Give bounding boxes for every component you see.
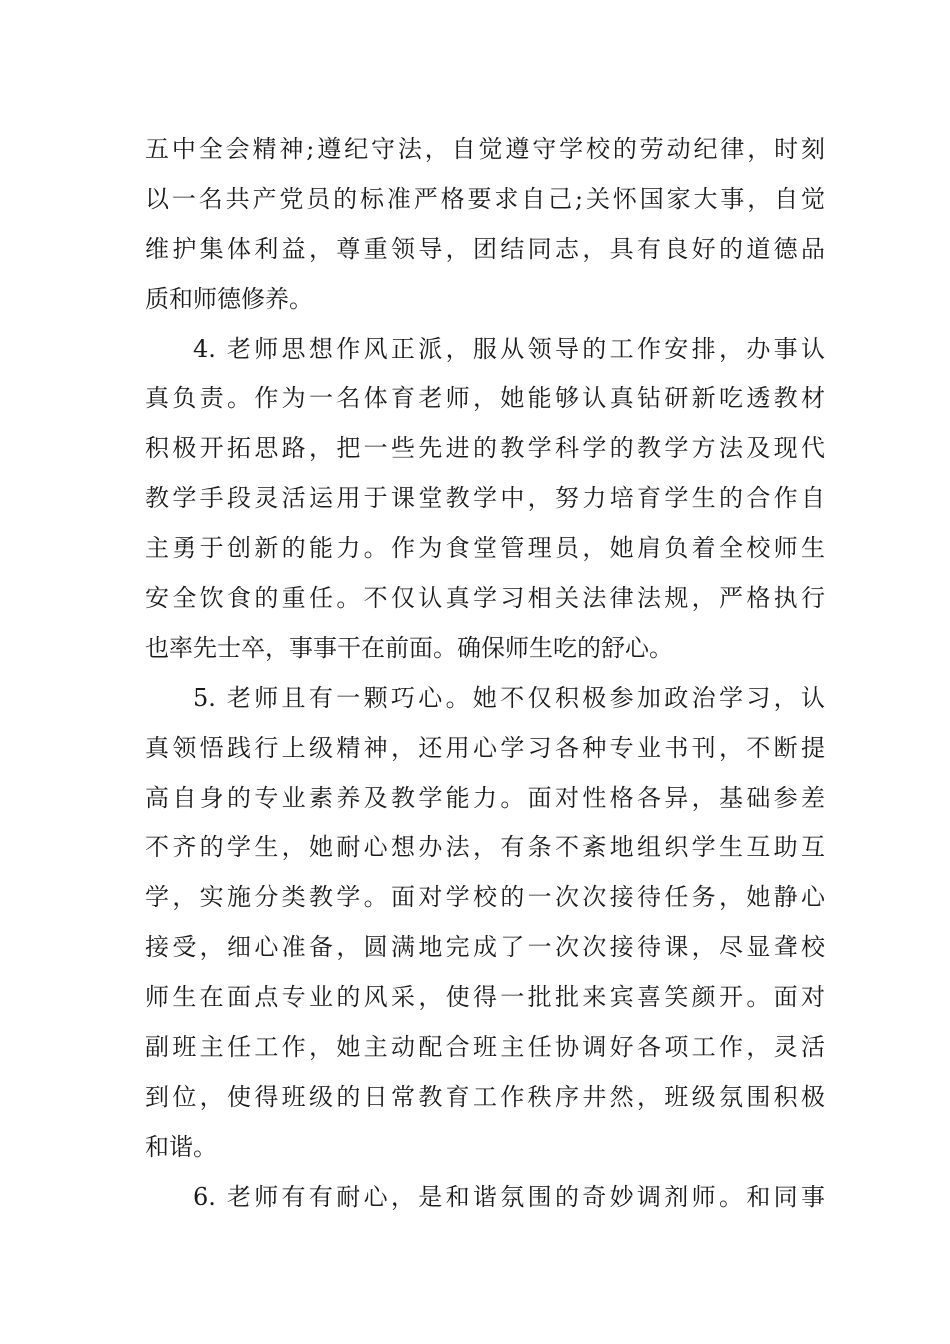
text-line: 4. 老师思想作风正派，服从领导的工作安排，办事认 <box>193 334 825 363</box>
text-line: 以一名共产党员的标准严格要求自己;关怀国家大事，自觉 <box>145 184 825 213</box>
text-line: 真领悟践行上级精神，还用心学习各种专业书刊，不断提 <box>145 733 825 762</box>
paragraph-2 <box>145 325 825 674</box>
text-line: 和谐。 <box>145 1132 217 1161</box>
text-line: 教学手段灵活运用于课堂教学中，努力培育学生的合作自 <box>145 484 825 513</box>
text-line: 副班主任工作，她主动配合班主任协调好各项工作，灵活 <box>145 1033 825 1062</box>
paragraph-3 <box>145 674 825 1173</box>
paragraph-4 <box>145 1173 825 1223</box>
text-line: 主勇于创新的能力。作为食堂管理员，她肩负着全校师生 <box>145 534 825 563</box>
text-line: 不齐的学生，她耐心想办法，有条不紊地组织学生互助互 <box>145 833 825 862</box>
text-line: 6. 老师有有耐心，是和谐氛围的奇妙调剂师。和同事 <box>193 1182 825 1211</box>
text-line: 五中全会精神;遵纪守法，自觉遵守学校的劳动纪律，时刻 <box>145 135 825 163</box>
text-line: 师生在面点专业的风采，使得一批批来宾喜笑颜开。面对 <box>145 983 825 1012</box>
text-line: 积极开拓思路，把一些先进的教学科学的教学方法及现代 <box>145 434 825 463</box>
document-body <box>145 125 825 1223</box>
paragraph-1 <box>145 125 825 325</box>
text-line: 学，实施分类教学。面对学校的一次次接待任务，她静心 <box>145 883 825 912</box>
text-line: 高自身的专业素养及教学能力。面对性格各异，基础参差 <box>145 783 825 812</box>
text-line: 真负责。作为一名体育老师，她能够认真钻研新吃透教材 <box>145 384 825 413</box>
text-line: 质和师德修养。 <box>145 284 313 313</box>
text-line: 5. 老师且有一颗巧心。她不仅积极参加政治学习，认 <box>193 683 825 712</box>
text-line: 也率先士卒，事事干在前面。确保师生吃的舒心。 <box>145 633 673 662</box>
text-line: 安全饮食的重任。不仅认真学习相关法律法规，严格执行 <box>145 584 825 613</box>
text-line: 到位，使得班级的日常教育工作秩序井然，班级氛围积极 <box>145 1082 825 1111</box>
text-line: 接受，细心准备，圆满地完成了一次次接待课，尽显聋校 <box>145 933 825 962</box>
text-line: 维护集体利益，尊重领导，团结同志，具有良好的道德品 <box>145 234 825 263</box>
